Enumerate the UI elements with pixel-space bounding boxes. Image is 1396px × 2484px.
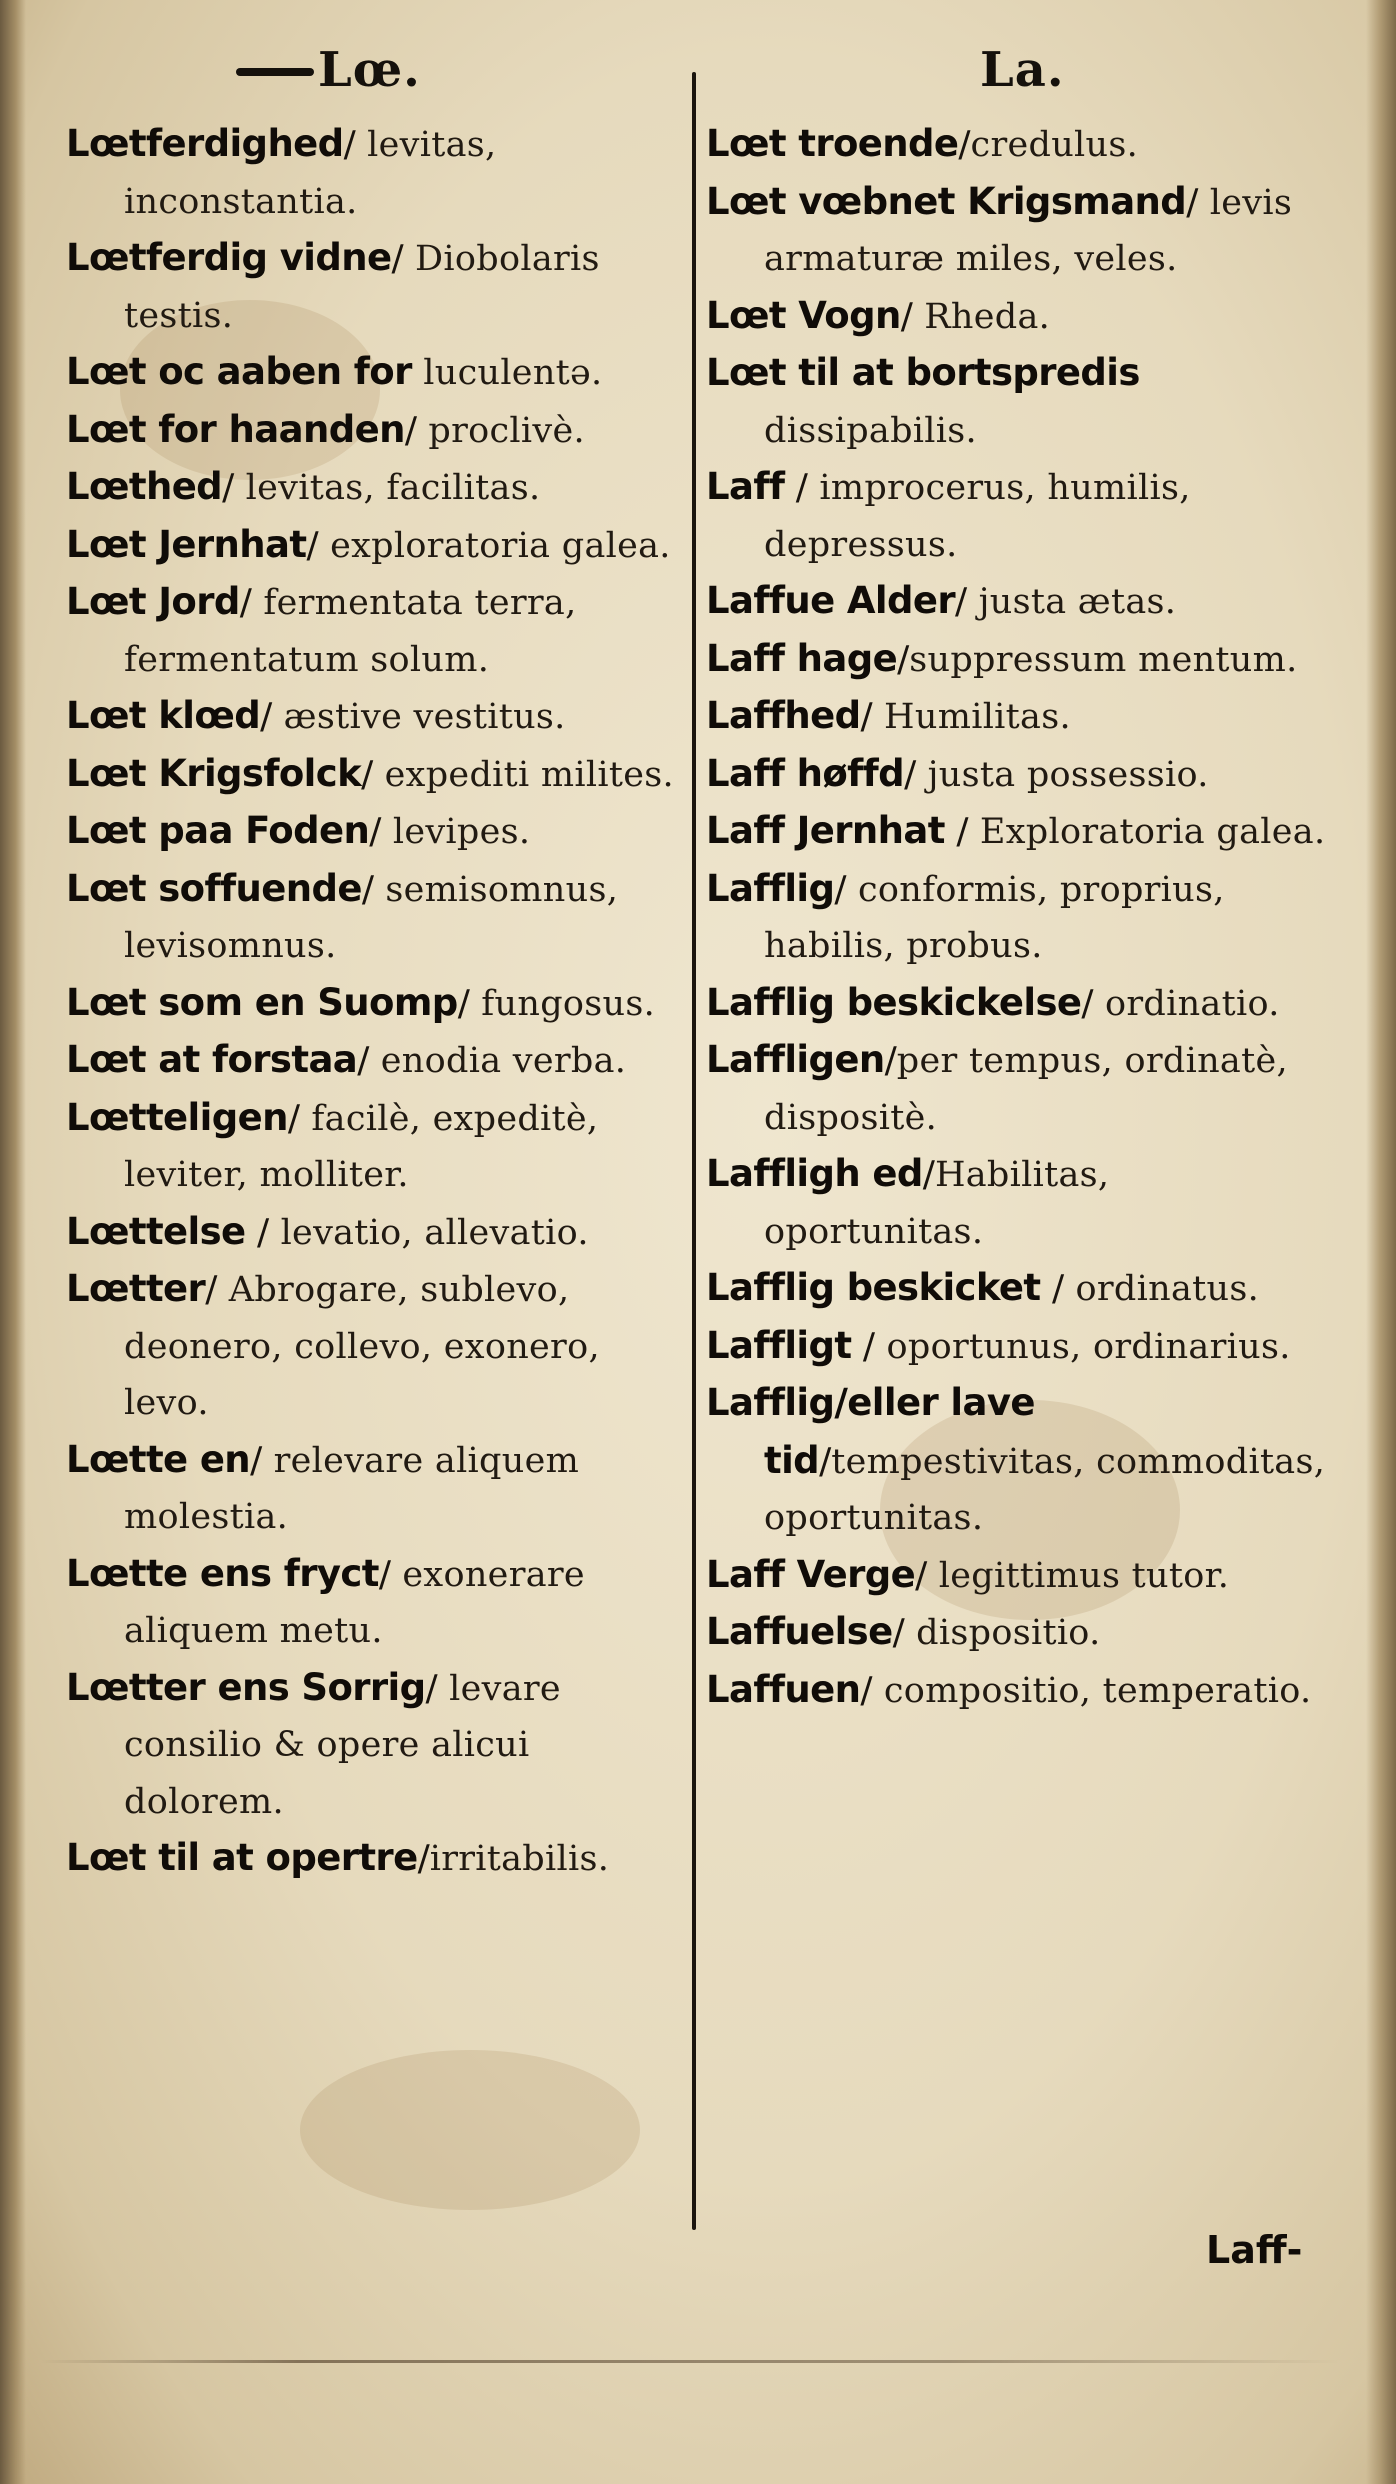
gloss: expediti milites. bbox=[384, 754, 674, 795]
headword: Lœt som en Suomp bbox=[66, 980, 458, 1024]
gloss: levare consilio & opere alicui dolorem. bbox=[124, 1668, 561, 1822]
page-gutter-shadow bbox=[0, 0, 26, 2484]
headword: Laff bbox=[706, 465, 785, 508]
dictionary-entry: Lœt til at opertre/irritabilis. bbox=[66, 1836, 610, 1879]
dictionary-entry: Lœtter/ Abrogare, sublevo, deonero, collevo, exonero, levo. bbox=[66, 1267, 600, 1423]
dictionary-entry: Lafflig/ conformis, proprius, habilis, probus. bbox=[706, 866, 1225, 966]
headword: Lœt paa Foden bbox=[66, 809, 370, 852]
dictionary-entry: Lafflig beskicket / ordinatus. bbox=[706, 1266, 1260, 1309]
headword: Lœt klœd bbox=[66, 694, 261, 737]
headword: Lœt Jernhat bbox=[66, 522, 307, 566]
dictionary-entry: Lœtte en/ relevare aliquem molestia. bbox=[66, 1437, 580, 1537]
gloss: levipes. bbox=[392, 812, 531, 852]
headword: Laff Verge bbox=[706, 1552, 916, 1596]
gloss: semisomnus, levisomnus. bbox=[124, 869, 619, 966]
headword: Lœt Jord bbox=[66, 580, 240, 623]
gloss: compositio, temperatio. bbox=[883, 1670, 1312, 1711]
dictionary-entry: Laff / improcerus, humilis, depressus. bbox=[706, 465, 1191, 565]
dictionary-entry: Lœt paa Foden/ levipes. bbox=[66, 809, 531, 852]
dictionary-entry: Laff Jernhat / Exploratoria galea. bbox=[706, 809, 1326, 852]
dictionary-entry: Lœt Jord/ fermentata terra, fermentatum solum. bbox=[66, 580, 577, 680]
headword: Lœthed bbox=[66, 465, 223, 508]
headword: Lœttelse bbox=[66, 1209, 246, 1253]
headword: Laff hage bbox=[706, 636, 898, 680]
gloss: relevare aliquem molestia. bbox=[124, 1440, 580, 1537]
headword: Lœtter bbox=[66, 1267, 206, 1310]
gloss: luculentǝ. bbox=[423, 353, 603, 393]
dictionary-entry: Laffuen/ compositio, temperatio. bbox=[706, 1667, 1312, 1711]
headword: Laffhed bbox=[706, 694, 861, 737]
dictionary-entry: Lœt som en Suomp/ fungosus. bbox=[66, 980, 656, 1024]
headword: Laff høffd bbox=[706, 751, 905, 795]
dictionary-entry bbox=[66, 344, 684, 402]
headword: Lœt til at bortspredis bbox=[706, 351, 1140, 394]
gloss: levis armaturæ miles, veles. bbox=[764, 182, 1293, 279]
dictionary-entry: Lœt klœd/ æstive vestitus. bbox=[66, 694, 566, 737]
gloss: legittimus tutor. bbox=[938, 1555, 1230, 1596]
dictionary-entry: Laffue Alder/ justa ætas. bbox=[706, 579, 1177, 622]
dictionary-entry: Lœtferdig vidne/ Diobolaris testis. bbox=[66, 236, 600, 336]
headword: Lafflig beskicket bbox=[706, 1266, 1041, 1309]
dictionary-entry: Lœt soffuende/ semisomnus, levisomnus. bbox=[66, 866, 619, 966]
gloss: per tempus, ordinatè, dispositè. bbox=[764, 1041, 1288, 1138]
headword: Laffligt bbox=[706, 1323, 852, 1367]
headword: Lœtter ens Sorrig bbox=[66, 1665, 426, 1709]
dictionary-entry: Laffhed/ Humilitas. bbox=[706, 694, 1071, 737]
headword: Laffuen bbox=[706, 1667, 861, 1711]
dictionary-entry: Lœtte ens fryct/ exonerare aliquem metu. bbox=[66, 1551, 585, 1651]
gloss: facilè, expeditè, leviter, molliter. bbox=[124, 1098, 599, 1195]
headword: Lœtte ens fryct bbox=[66, 1551, 379, 1595]
headword: Lœtteligen bbox=[66, 1095, 288, 1139]
dictionary-entry: Laff høffd/ justa possessio. bbox=[706, 751, 1209, 795]
dictionary-entry: Laffligt / oportunus, ordinarius. bbox=[706, 1323, 1291, 1367]
dictionary-entry: Laffuelse/ dispositio. bbox=[706, 1610, 1101, 1653]
gloss: æstive vestitus. bbox=[283, 697, 566, 737]
headword: Lafflig bbox=[706, 866, 835, 910]
headword: Lœt for haanden bbox=[66, 407, 405, 451]
headword: Lafflig/eller lave tid bbox=[706, 1381, 1035, 1482]
gloss: dispositio. bbox=[916, 1613, 1101, 1653]
gloss: exploratoria galea. bbox=[330, 525, 671, 566]
gloss: conformis, proprius, habilis, probus. bbox=[764, 869, 1225, 966]
headword: Lœt soffuende bbox=[66, 866, 362, 910]
dictionary-entry: Laffligen/per tempus, ordinatè, dispositè. bbox=[706, 1038, 1288, 1138]
dictionary-entry: Lœthed/ levitas, facilitas. bbox=[66, 465, 541, 508]
gloss: ordinatus. bbox=[1075, 1269, 1260, 1309]
running-head-left: Lœ. bbox=[318, 42, 421, 98]
dictionary-entry: Lœtferdighed/ levitas, inconstantia. bbox=[66, 122, 497, 222]
gloss: proclivè. bbox=[428, 410, 585, 451]
gloss: Exploratoria galea. bbox=[979, 812, 1326, 852]
gloss: irritabilis. bbox=[429, 1839, 610, 1879]
headword: Laffuelse bbox=[706, 1610, 893, 1653]
gloss: Habilitas, oportunitas. bbox=[764, 1155, 1110, 1252]
gloss: justa possessio. bbox=[927, 754, 1209, 795]
gloss: ordinatio. bbox=[1104, 983, 1280, 1024]
gloss: fermentata terra, fermentatum solum. bbox=[124, 583, 577, 680]
headword: Lœtte en bbox=[66, 1437, 251, 1481]
gloss: oportunus, ordinarius. bbox=[886, 1326, 1291, 1367]
gloss: Humilitas. bbox=[884, 697, 1071, 737]
headword: Lœt at forstaa bbox=[66, 1038, 358, 1081]
page-edge-shadow bbox=[1366, 0, 1396, 2484]
gloss: fungosus. bbox=[481, 983, 656, 1024]
headword: Lœtferdighed bbox=[66, 122, 344, 165]
left-column bbox=[66, 116, 684, 1888]
headword: Laff Jernhat bbox=[706, 809, 945, 852]
dictionary-entry: Lœtter ens Sorrig/ levare consilio & opere alicui dolorem. bbox=[66, 1665, 561, 1822]
gloss: improcerus, humilis, depressus. bbox=[764, 468, 1191, 565]
dictionary-entry: Laff Verge/ legittimus tutor. bbox=[706, 1552, 1230, 1596]
gloss: justa ætas. bbox=[978, 582, 1177, 622]
dictionary-entry: Lafflig beskickelse/ ordinatio. bbox=[706, 980, 1280, 1024]
bottom-rule bbox=[40, 2360, 1340, 2363]
headword: Lœt Vogn bbox=[706, 293, 901, 337]
gloss: suppressum mentum. bbox=[909, 639, 1298, 680]
head-ornament-dash bbox=[236, 68, 314, 76]
headword: Lafflig beskickelse bbox=[706, 980, 1082, 1024]
dictionary-entry: Lœt at forstaa/ enodia verba. bbox=[66, 1038, 627, 1081]
gloss: levatio, allevatio. bbox=[280, 1212, 589, 1253]
catchword: Laff- bbox=[1206, 2228, 1303, 2272]
gloss: Diobolaris testis. bbox=[124, 239, 600, 336]
column-divider bbox=[692, 72, 696, 2230]
headword: Laffligen bbox=[706, 1038, 885, 1081]
dictionary-entry: Laff hage/suppressum mentum. bbox=[706, 636, 1298, 680]
headword: Lœt Krigsfolck bbox=[66, 751, 362, 795]
gloss: enodia verba. bbox=[380, 1041, 627, 1081]
gloss: credulus. bbox=[970, 125, 1139, 165]
gloss: levitas, inconstantia. bbox=[124, 125, 497, 222]
dictionary-entry: Lafflig/eller lave tid/tempestivitas, commoditas, oportunitas. bbox=[706, 1381, 1326, 1538]
dictionary-entry: Lœt Vogn/ Rheda. bbox=[706, 293, 1051, 337]
headword: Lœt oc aaben for bbox=[66, 350, 412, 393]
dictionary-entry bbox=[706, 345, 1326, 459]
gloss: Abrogare, sublevo, deonero, collevo, exonero, levo. bbox=[124, 1270, 600, 1423]
headword: Lœt vœbnet Krigsmand bbox=[706, 179, 1187, 223]
dictionary-entry: Lœtteligen/ facilè, expeditè, leviter, molliter. bbox=[66, 1095, 599, 1195]
gloss: levitas, facilitas. bbox=[245, 468, 541, 508]
dictionary-entry: Lœt for haanden/ proclivè. bbox=[66, 407, 585, 451]
dictionary-entry: Lœttelse / levatio, allevatio. bbox=[66, 1209, 589, 1253]
right-column bbox=[706, 116, 1326, 1719]
dictionary-entry: Lœt vœbnet Krigsmand/ levis armaturæ miles, veles. bbox=[706, 179, 1293, 279]
paper-stain bbox=[300, 2050, 640, 2210]
headword: Lœt troende bbox=[706, 122, 959, 165]
headword: Laffligh ed bbox=[706, 1152, 923, 1195]
gloss: exonerare aliquem metu. bbox=[124, 1554, 585, 1651]
dictionary-entry: Lœt troende/credulus. bbox=[706, 122, 1139, 165]
dictionary-entry: Lœt Krigsfolck/ expediti milites. bbox=[66, 751, 674, 795]
headword: Laffue Alder bbox=[706, 579, 955, 622]
headword: Lœt til at opertre bbox=[66, 1836, 418, 1879]
dictionary-entry: Lœt Jernhat/ exploratoria galea. bbox=[66, 522, 671, 566]
running-head-right: La. bbox=[980, 42, 1065, 98]
gloss: Rheda. bbox=[924, 296, 1051, 337]
dictionary-entry: Laffligh ed/Habilitas, oportunitas. bbox=[706, 1152, 1110, 1252]
headword: Lœtferdig vidne bbox=[66, 236, 392, 279]
gloss: tempestivitas, commoditas, oportunitas. bbox=[764, 1441, 1326, 1538]
gloss: dissipabilis. bbox=[764, 410, 977, 451]
